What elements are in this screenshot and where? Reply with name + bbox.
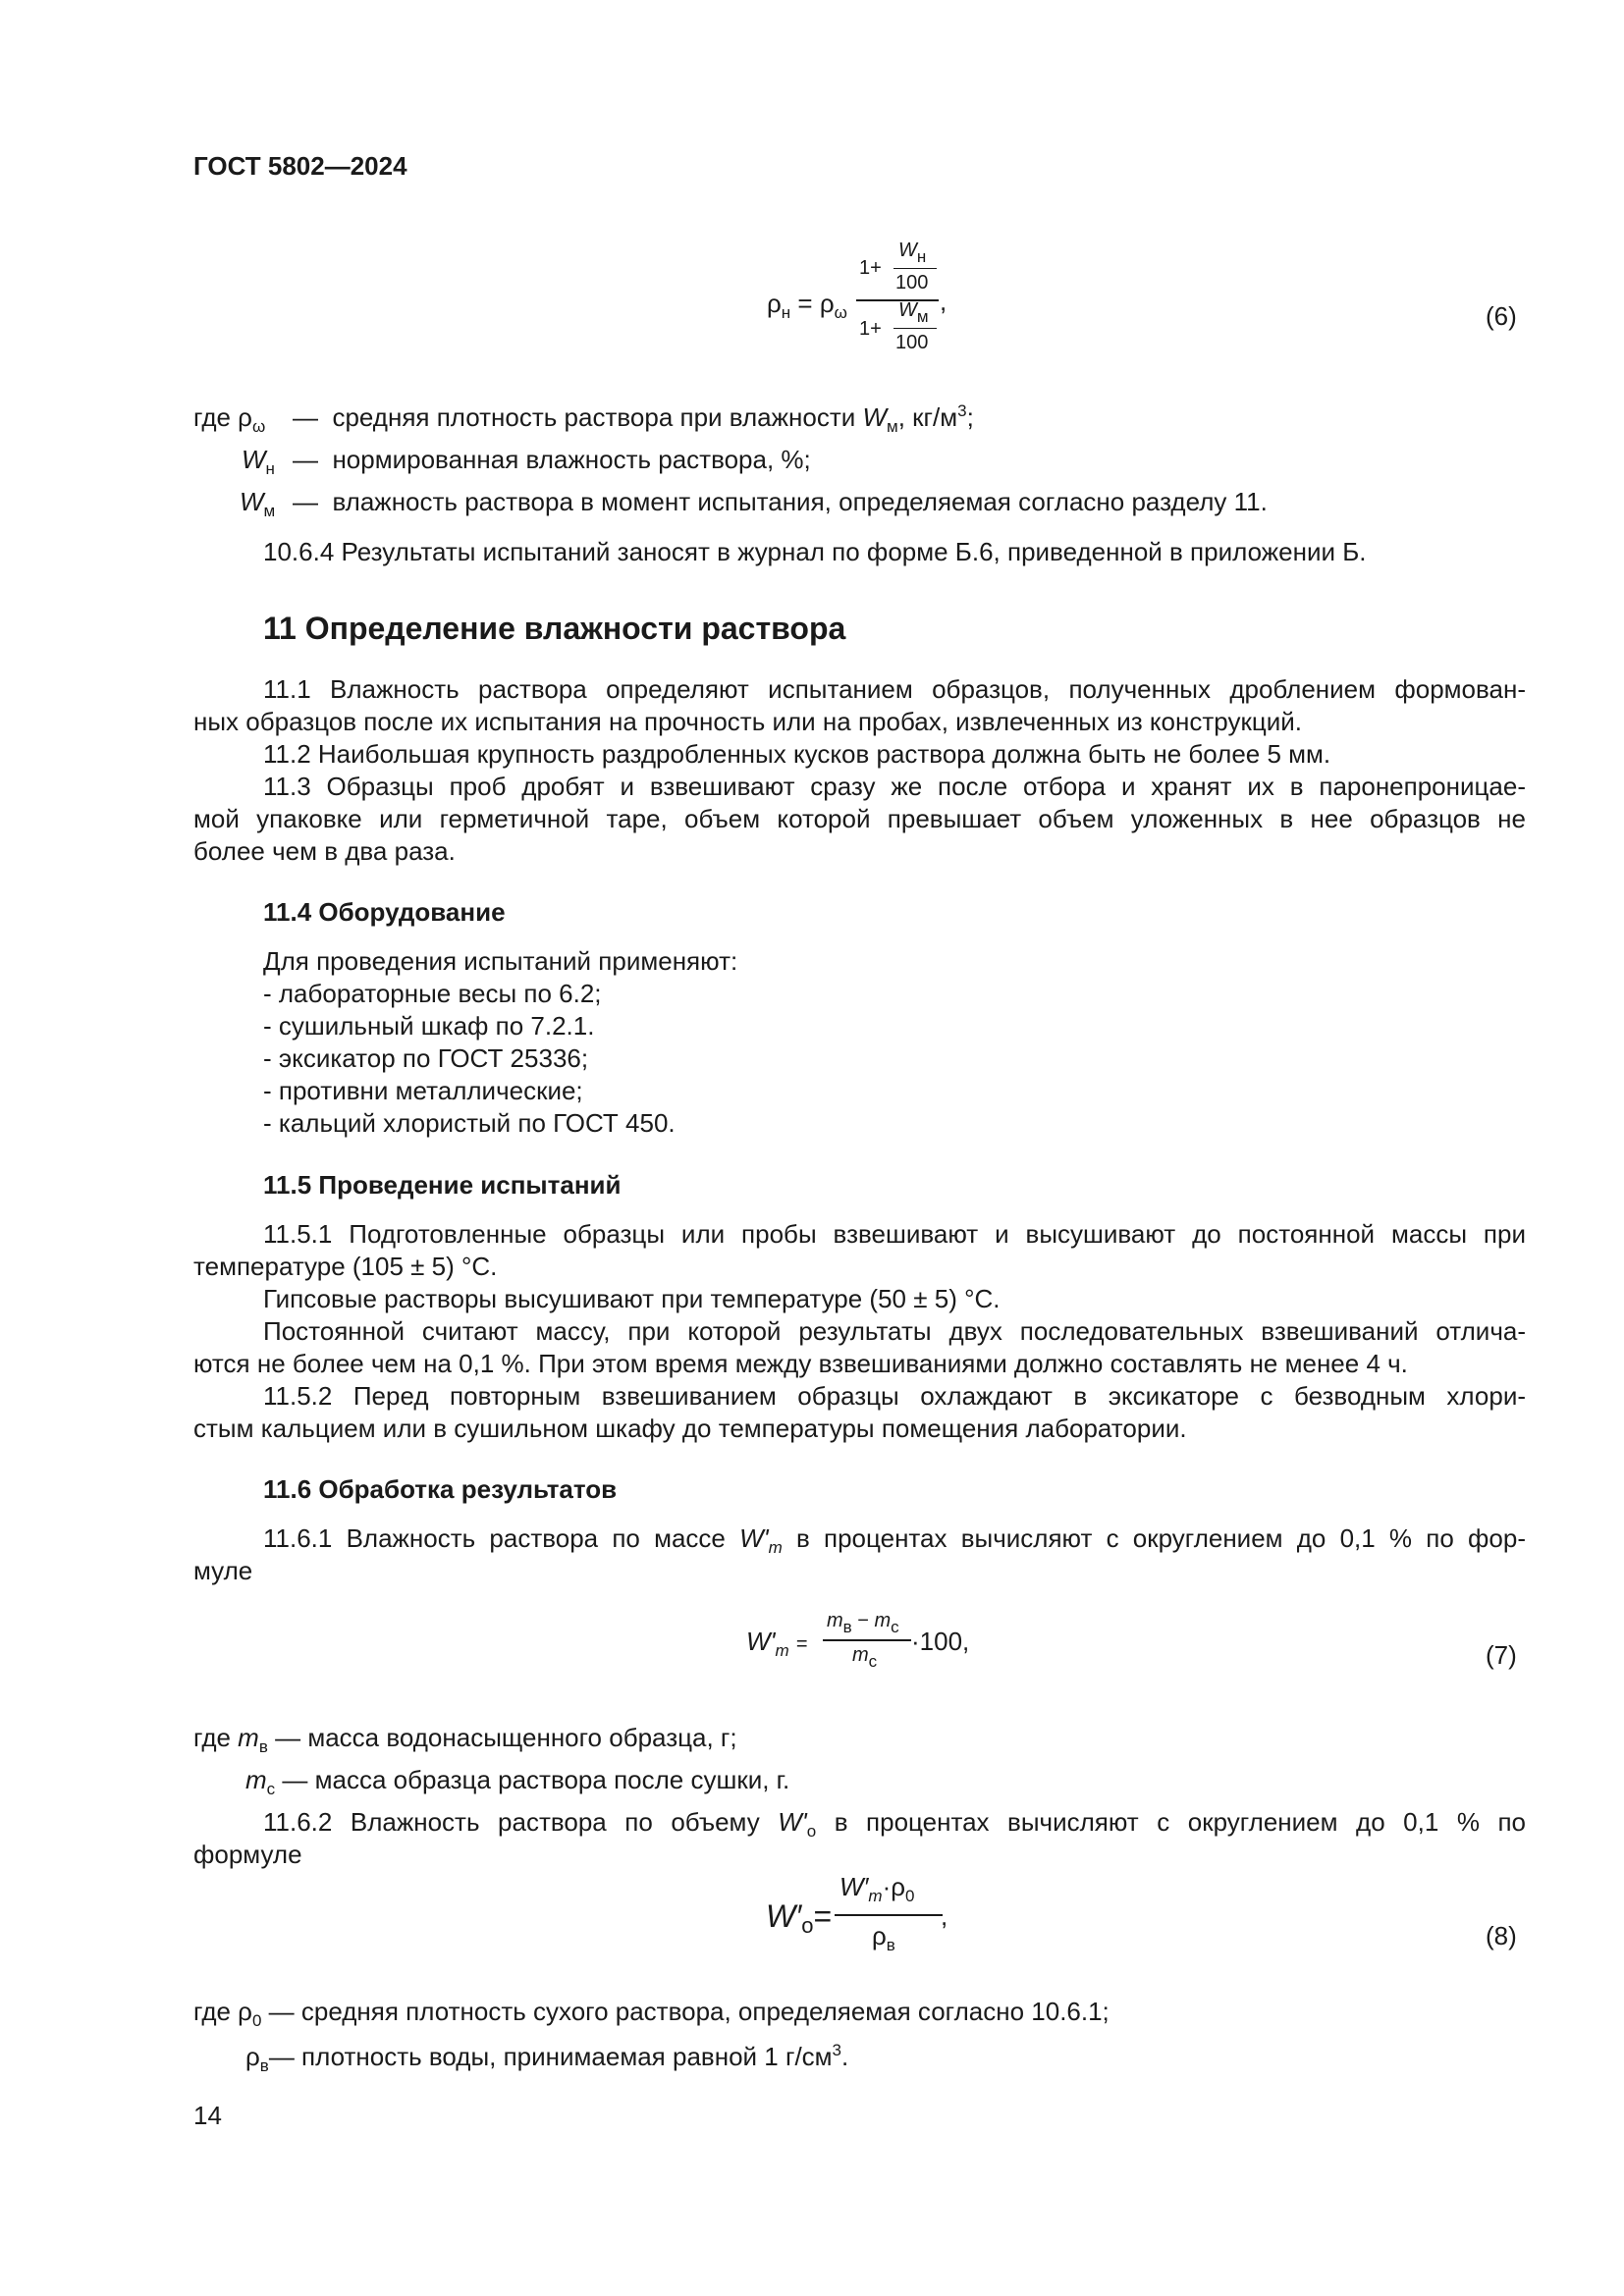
eq7-denominator: $m_с$ xyxy=(852,1644,878,1671)
eq8-comma: , xyxy=(941,1901,948,1931)
legend6-row-2-text: — нормированная влажность раствора, %; xyxy=(293,445,811,474)
paragraph-11-6-2-line-2: формуле xyxy=(193,1840,302,1869)
eq6-num-w: $W_н$ xyxy=(898,240,927,266)
page-number: 14 xyxy=(193,2101,222,2130)
paragraph-constant-mass-line-2: ются не более чем на 0,1 %. При этом время между взвешиваниями должно составлять не менее 4 ч. xyxy=(193,1349,1408,1378)
list-item: - сушильный шкаф по 7.2.1. xyxy=(263,1011,595,1041)
legend6-row-3-text: — влажность раствора в момент испытания, определяемая согласно разделу 11. xyxy=(293,487,1268,516)
legend7-row-2: $m_с$ — масса образца раствора после сушки, г. xyxy=(245,1765,790,1798)
eq6-den-w: $W_м$ xyxy=(898,299,929,326)
eq6-num-inner-fraction-bar xyxy=(893,268,937,269)
legend6-row-3: $W_м$ xyxy=(240,487,276,520)
paragraph-11-2: 11.2 Наибольшая крупность раздробленных кусков раствора должна быть не более 5 мм. xyxy=(263,739,1331,769)
paragraph-11-5-2-line-1: 11.5.2 Перед повторным взвешиванием образцы охлаждают в эксикаторе с безводным хлори- xyxy=(263,1381,1526,1411)
paragraph-11-5-1-line-2: температуре (105 ± 5) °С. xyxy=(193,1252,498,1281)
paragraph-11-5-2-line-2: стым кальцием или в сушильном шкафу до температуры помещения лаборатории. xyxy=(193,1414,1187,1443)
list-item: - противни металлические; xyxy=(263,1076,583,1105)
eq8-numerator: $W'_m\cdot\rho_0$ xyxy=(839,1872,915,1905)
eq8-lhs: $W'_о=$ xyxy=(766,1898,833,1938)
paragraph-11-6-1-line-1: 11.6.1 Влажность раствора по массе $W'_m$ в процентах вычисляют с округлением до 0,1 % по фор- xyxy=(263,1523,1526,1557)
eq6-lhs: $\rho_н = \rho_\omega$ xyxy=(767,289,847,322)
eq6-num-hundred: 100 xyxy=(895,272,929,294)
list-item: - кальций хлористый по ГОСТ 450. xyxy=(263,1108,676,1138)
paragraph-constant-mass-line-1: Постоянной считают массу, при которой результаты двух последовательных взвешиваний отлича- xyxy=(263,1316,1526,1346)
eq7-lhs: $W'_m$ = xyxy=(746,1627,808,1660)
heading-11-5: 11.5 Проведение испытаний xyxy=(263,1170,622,1200)
legend8-row-1: где $\rho_0$ — средняя плотность сухого раствора, определяемая согласно 10.6.1; xyxy=(193,1997,1110,2030)
paragraph-11-3-line-3: более чем в два раза. xyxy=(193,836,456,866)
eq6-one-plus-bottom: 1+ xyxy=(859,318,882,340)
paragraph-11-1-line-2: ных образцов после их испытания на прочность или на пробах, извлеченных из конструкций. xyxy=(193,707,1302,736)
legend6-row-1: где $\rho_\omega$ xyxy=(193,402,266,436)
paragraph-11-5-1-line-1: 11.5.1 Подготовленные образцы или пробы взвешивают и высушивают до постоянной массы при xyxy=(263,1219,1526,1249)
list-item: - эксикатор по ГОСТ 25336; xyxy=(263,1043,589,1073)
eq7-fraction-bar xyxy=(823,1639,911,1641)
paragraph-10-6-4: 10.6.4 Результаты испытаний заносят в журнал по форме Б.6, приведенной в приложении Б. xyxy=(263,537,1367,566)
eq7-tail: ·100, xyxy=(911,1627,970,1656)
legend6-row-2: $W_н$ xyxy=(242,445,275,478)
eq6-number: (6) xyxy=(1486,301,1517,331)
paragraph-gypsum: Гипсовые растворы высушивают при температуре (50 ± 5) °С. xyxy=(263,1284,1001,1313)
equipment-intro: Для проведения испытаний применяют: xyxy=(263,946,738,976)
paragraph-11-6-2-line-1: 11.6.2 Влажность раствора по объему $W'_о$ в процентах вычисляют с округлением до 0,1 % по xyxy=(263,1807,1527,1841)
paragraph-11-3-line-1: 11.3 Образцы проб дробят и взвешивают сразу же после отбора и хранят их в паронепроницае- xyxy=(263,772,1526,801)
legend8-row-2: $\rho_в—$ плотность воды, принимаемая равной 1 $г/см^3$. xyxy=(245,2041,849,2075)
paragraph-11-3-line-2: мой упаковке или герметичной таре, объем которой превышает объем уложенных в нее образцов не xyxy=(193,804,1526,833)
section-11-title: 11 Определение влажности раствора xyxy=(263,611,846,646)
list-item: - лабораторные весы по 6.2; xyxy=(263,979,602,1008)
legend6-row-1-text: — средняя плотность раствора при влажности $W_м$, $кг/м^3$; xyxy=(293,401,974,436)
paragraph-11-6-1-line-2: муле xyxy=(193,1556,253,1585)
eq6-den-hundred: 100 xyxy=(895,332,929,353)
eq7-number: (7) xyxy=(1486,1640,1517,1670)
eq6-one-plus-top: 1+ xyxy=(859,257,882,279)
legend7-row-1: где $m_в$ — масса водонасыщенного образца, г; xyxy=(193,1723,737,1756)
heading-11-6: 11.6 Обработка результатов xyxy=(263,1474,618,1504)
eq7-numerator: $m_в - m_с$ xyxy=(827,1610,899,1636)
eq8-fraction-bar xyxy=(835,1914,943,1916)
heading-11-4: 11.4 Оборудование xyxy=(263,897,506,927)
doc-header-id: ГОСТ 5802—2024 xyxy=(193,151,407,181)
eq8-number: (8) xyxy=(1486,1921,1517,1950)
paragraph-11-1-line-1: 11.1 Влажность раствора определяют испытанием образцов, полученных дроблением формован- xyxy=(263,674,1526,704)
eq6-comma: , xyxy=(940,287,947,316)
eq8-denominator: $\rho_в$ xyxy=(872,1921,895,1954)
eq6-den-inner-fraction-bar xyxy=(893,328,937,329)
